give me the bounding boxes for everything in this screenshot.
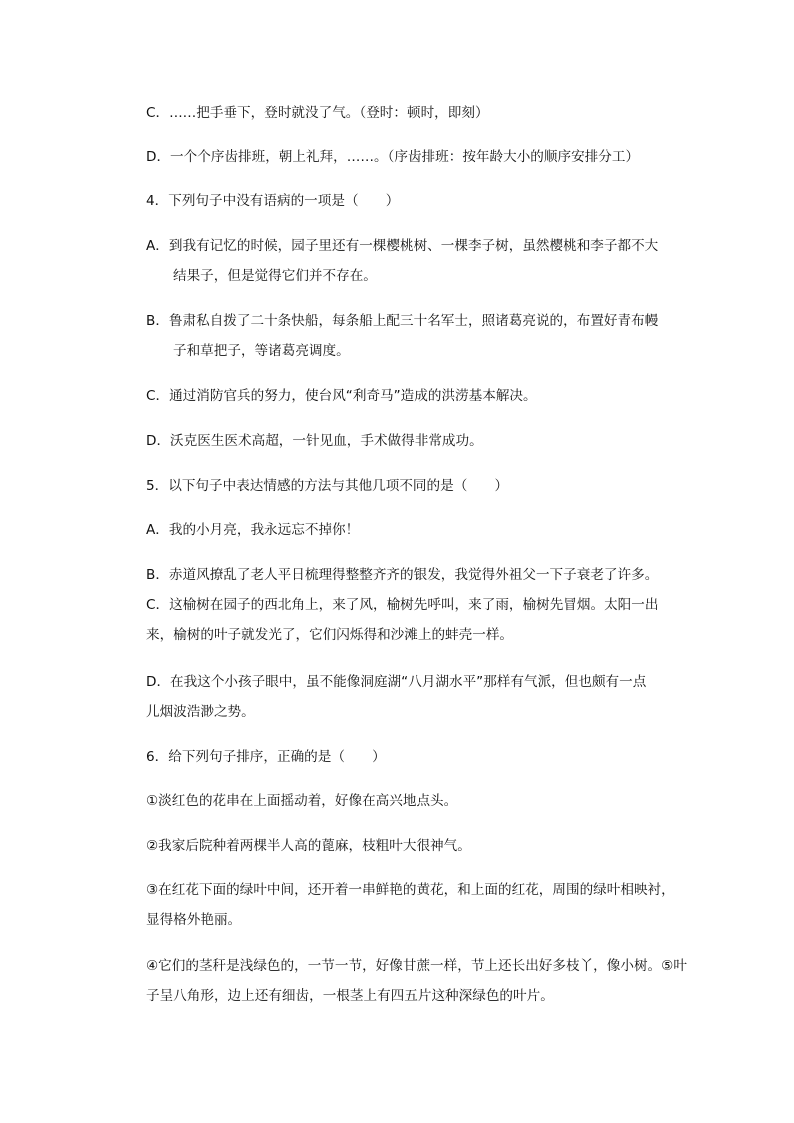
q6-sentence-2: ②我家后院种着两棵半人高的蓖麻，枝粗叶大很神气。	[146, 838, 471, 854]
q4-option-b: B．鲁肃私自拨了二十条快船，每条船上配三十名军士，照诸葛亮说的，布置好青布幔	[146, 313, 659, 329]
q4-option-a-cont: 结果子，但是觉得它们并不存在。	[173, 268, 377, 284]
q4-stem: 4．下列句子中没有语病的一项是（ ）	[146, 193, 400, 209]
q5-option-b: B．赤道风撩乱了老人平日梳理得整整齐齐的银发，我觉得外祖父一下子衰老了许多。	[146, 567, 659, 583]
q6-sentence-3-cont: 显得格外艳丽。	[146, 912, 242, 928]
q5-option-c-cont: 来，榆树的叶子就发光了，它们闪烁得和沙滩上的蚌壳一样。	[146, 627, 514, 643]
q6-sentence-5-cont: 子呈八角形，边上还有细齿，一根茎上有四五片这种深绿色的叶片。	[146, 988, 554, 1004]
q5-option-c: C．这榆树在园子的西北角上，来了风，榆树先呼叫，来了雨，榆树先冒烟。太阳一出	[146, 597, 659, 613]
q4-option-b-cont: 子和草把子，等诸葛亮调度。	[173, 343, 350, 359]
q4-option-d: D．沃克医生医术高超，一针见血，手术做得非常成功。	[146, 433, 483, 449]
q3-option-c: C．……把手垂下，登时就没了气。（登时：顿时，即刻）	[146, 105, 489, 121]
q5-option-d: D．在我这个小孩子眼中，虽不能像洞庭湖“八月湖水平”那样有气派，但也颇有一点	[146, 674, 647, 690]
q3-option-d: D．一个个序齿排班，朝上礼拜，……。（序齿排班：按年龄大小的顺序安排分工）	[146, 149, 640, 165]
q4-option-a: A．到我有记忆的时候，园子里还有一棵樱桃树、一棵李子树，虽然樱桃和李子都不大	[146, 238, 659, 254]
q5-stem: 5．以下句子中表达情感的方法与其他几项不同的是（ ）	[146, 478, 509, 494]
q6-stem: 6．给下列句子排序，正确的是（ ）	[146, 749, 386, 765]
q6-sentence-1: ①淡红色的花串在上面摇动着，好像在高兴地点头。	[146, 793, 458, 809]
q6-sentence-4-5: ④它们的茎秆是浅绿色的，一节一节，好像甘蔗一样，节上还长出好多枝丫，像小树。⑤叶	[146, 958, 687, 974]
q5-option-d-cont: 儿烟波浩渺之势。	[146, 704, 255, 720]
q4-option-c: C．通过消防官兵的努力，使台风“利奇马”造成的洪涝基本解决。	[146, 388, 537, 404]
q6-sentence-3: ③在红花下面的绿叶中间，还开着一串鲜艳的黄花，和上面的红花，周围的绿叶相映衬，	[146, 882, 675, 898]
q5-option-a: A．我的小月亮，我永远忘不掉你！	[146, 522, 360, 538]
